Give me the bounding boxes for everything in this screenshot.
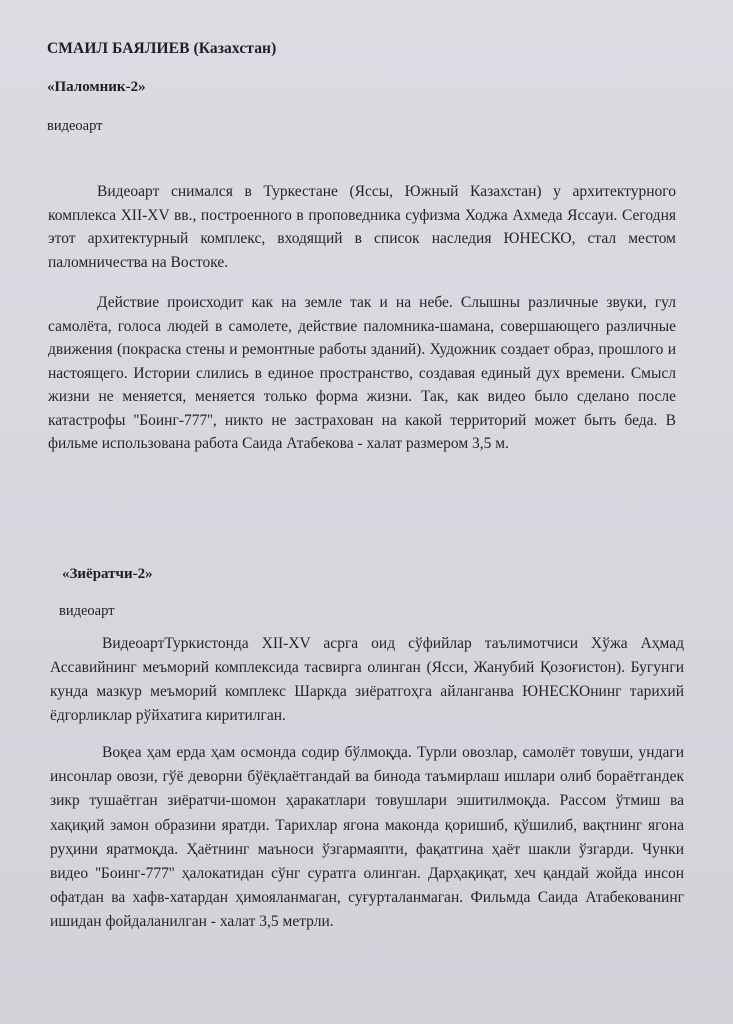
work-title-1: «Паломник-2»: [47, 79, 146, 95]
work-title-2: «Зиёратчи-2»: [62, 566, 153, 582]
work-subtitle-1: видеоарт: [47, 118, 103, 134]
work-subtitle-2: видеоарт: [59, 603, 115, 619]
author-heading: СМАИЛ БАЯЛИЕВ (Казахстан): [47, 40, 277, 57]
work-1-paragraph-1: Видеоарт снимался в Туркестане (Яссы, Южный Казахстан) у архитектурного комплекса XII-XV вв., построенного в проповедника суфизма Ходжа Ахмеда Яссауи. Сегодня этот архитектурный комплекс, входящий в список наследия ЮНЕСКО, стал местом паломничества на Востоке.: [48, 183, 676, 271]
work-2-paragraph-1: ВидеоартТуркистонда XII-XV асрга оид сўфийлар таълимотчиси Хўжа Аҳмад Ассавийнинг меъморий комплексида тасвирга олинган (Ясси, Жанубий Қозоғистон). Бугунги кунда мазкур меъморий комплекс Шаркда зиёратгоҳга айланганва ЮНЕСКОнинг тарихий ёдгорликлар рўйхатига киритилган.: [50, 635, 684, 724]
work-2-paragraph-2: Воқеа ҳам ерда ҳам осмонда содир бўлмоқда. Турли овозлар, самолёт товуши, ундаги инсонлар овози, гўё деворни бўёқлаётгандай ва бинода таъмирлаш ишлари олиб бораётгандек зикр тушаётган зиёратчи-шомон ҳаракатлари товушлари эшитилмоқда. Рассом ўтмиш ва хақиқий замон образини яратди. Тарихлар ягона маконда қоришиб, қўшилиб, вақтнинг ягона руҳини яратмоқда. Ҳаётнинг маъноси ўзгармаяпти, фақатгина ҳаёт шакли ўзгарди. Чунки видео ''Боинг-777'' ҳалокатидан сўнг суратга олинган. Дарҳақиқат, хеч қандай жойда инсон офатдан ва хафв-хатардан ҳимояланмаган, суғурталанмаган. Фильмда Саида Атабекованинг ишидан фойдаланилган - халат 3,5 метрли.: [50, 744, 684, 931]
work-1-paragraph-2: Действие происходит как на земле так и на небе. Слышны различные звуки, гул самолёта, голоса людей в самолете, действие паломника-шамана, совершающего различные движения (покраска стены и ремонтные работы зданий). Художник создает образ, прошлого и настоящего. Истории слились в единое пространство, создавая единый дух времени. Смысл жизни не меняется, меняется только форма жизни. Так, как видео было сделано после катастрофы ''Боинг-777'', никто не застрахован на какой территорий может быть беда. В фильме использована работа Саида Атабекова - халат размером 3,5 м.: [48, 294, 676, 452]
